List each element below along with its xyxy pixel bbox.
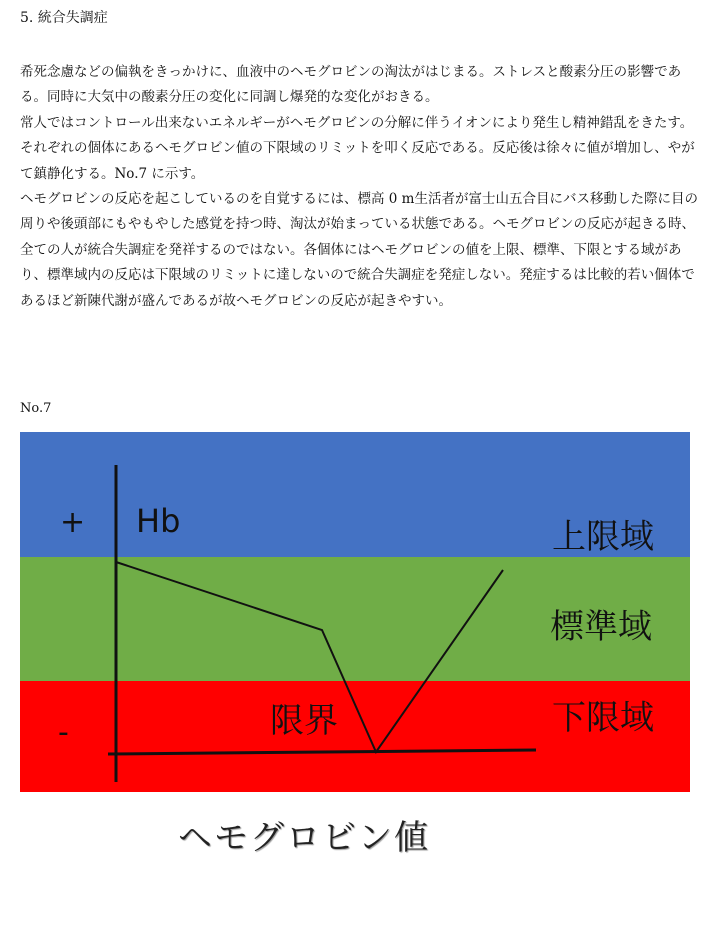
paragraph-3: ヘモグロビンの反応を起こしているのを自覚するには、標高 0 m生活者が富士山五合目にバス移動した際に目の周りや後頭部にもやもやした感覚を持つ時、淘汰が始まっている状態である。ヘモグロビンの反応が起きる時、全ての人が統合失調症を発祥するのではない。各個体にはヘモグロビンの値を上限、標準、下限とする域があり、標準域内の反応は下限域のリミットに達しないので統合失調症を発症しない。発症するは比較的若い個体であるほど新陳代謝が盛んであるが故ヘモグロビンの反応が起きやすい。 (20, 191, 698, 309)
diagram-graphics (20, 432, 690, 792)
figure-label: No.7 (20, 401, 52, 416)
hemoglobin-diagram (20, 432, 690, 792)
minus-sign: - (58, 715, 69, 750)
lower-zone-label: 下限域 (552, 698, 654, 738)
paragraph-2: 常人ではコントロール出来ないエネルギーがヘモグロビンの分解に伴うイオンにより発生し精神錯乱をきたす。それぞれの個体にあるヘモグロビン値の下限域のリミットを叩く反応である。反応後は徐々に値が増加し、やがて鎮静化する。No.7 に示す。 (20, 114, 695, 182)
standard-zone-label: 標準域 (550, 607, 652, 647)
hb-axis-label: Hb (136, 502, 181, 540)
horizontal-axis (108, 750, 536, 754)
upper-zone-label: 上限域 (552, 517, 654, 557)
plus-sign: + (60, 505, 86, 540)
limit-label: 限界 (270, 701, 338, 741)
figure-caption: ヘモグロビン値 (178, 818, 430, 858)
section-heading: 5. 統合失調症 (20, 10, 108, 26)
paragraph-1: 希死念慮などの偏執をきっかけに、血液中のヘモグロビンの淘汰がはじまる。ストレスと酸素分圧の影響である。同時に大気中の酸素分圧の変化に同調し爆発的な変化がおきる。 (20, 64, 682, 106)
body-text (20, 60, 700, 314)
